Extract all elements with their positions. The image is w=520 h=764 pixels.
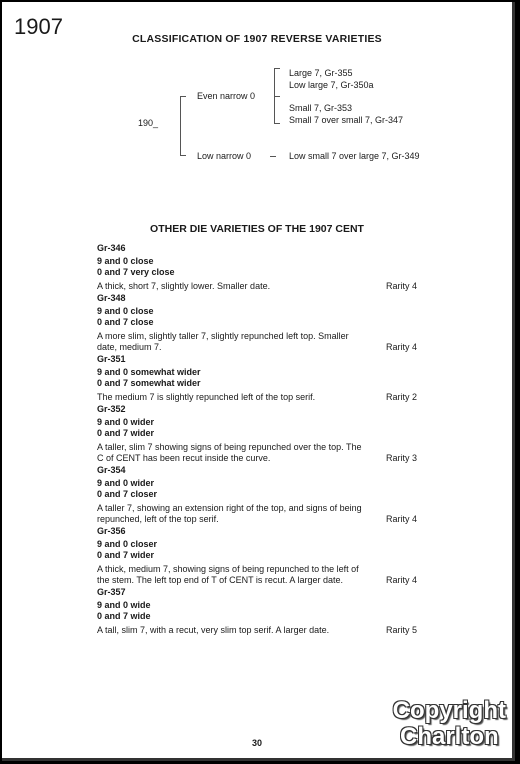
entry-id: Gr-352 [97, 404, 126, 414]
entry-id: Gr-346 [97, 243, 126, 253]
root-bracket-vertical [180, 96, 181, 156]
tree-root: 190_ [138, 118, 159, 128]
entry-description: The medium 7 is slightly repunched left of the top serif. [97, 392, 316, 402]
classification-tree [2, 2, 512, 202]
even-bracket-bottom [274, 123, 280, 124]
entry [97, 465, 417, 525]
watermark-line-2: Charlton [400, 723, 499, 750]
entry [97, 243, 417, 292]
catalog-page [2, 2, 515, 761]
entry [97, 404, 417, 464]
low-narrow-dash [270, 156, 276, 157]
leaf-3: Small 7, Gr-353 [289, 103, 353, 113]
entry [97, 526, 417, 586]
entry-description: A more slim, slightly taller 7, slightly repunched left top. Smaller date, medium 7. [97, 331, 349, 352]
entry-id: Gr-348 [97, 293, 126, 303]
entry-description: A thick, short 7, slightly lower. Smaller date. [97, 281, 271, 291]
entry-rarity: Rarity 4 [385, 281, 417, 291]
entry-rarity: Rarity 4 [385, 575, 417, 585]
leaf-4: Small 7 over small 7, Gr-347 [289, 115, 404, 125]
entry-variety-1: 9 and 0 closer [97, 539, 158, 549]
entry-variety-1: 9 and 0 wider [97, 478, 155, 488]
root-bracket-bottom [180, 155, 186, 156]
entry-rarity: Rarity 4 [385, 342, 417, 352]
entry-variety-2: 0 and 7 wide [97, 611, 151, 621]
page-number: 30 [251, 738, 262, 748]
entries-list [97, 242, 417, 637]
entry-variety-2: 0 and 7 wider [97, 428, 155, 438]
entry-id: Gr-356 [97, 526, 126, 536]
page-year: 1907 [14, 14, 63, 39]
entry-variety-1: 9 and 0 wider [97, 417, 155, 427]
watermark-line-1: Copyright [392, 697, 506, 724]
leaf-1: Large 7, Gr-355 [289, 68, 353, 78]
entry [97, 293, 417, 353]
entry [97, 354, 417, 403]
classification-heading: CLASSIFICATION OF 1907 REVERSE VARIETIES [132, 33, 382, 45]
entry-id: Gr-357 [97, 587, 126, 597]
entry-variety-2: 0 and 7 somewhat wider [97, 378, 201, 388]
entry [97, 587, 417, 636]
leaf-5: Low small 7 over large 7, Gr-349 [289, 151, 420, 161]
entry-description: A taller, slim 7 showing signs of being repunched over the top. The C of CENT has been recut inside the curve. [97, 442, 362, 463]
entry-rarity: Rarity 2 [385, 392, 417, 402]
entry-id: Gr-351 [97, 354, 126, 364]
entry-rarity: Rarity 4 [385, 514, 417, 524]
entry-rarity: Rarity 3 [385, 453, 417, 463]
entry-variety-1: 9 and 0 close [97, 306, 154, 316]
entry-description: A tall, slim 7, with a recut, very slim top serif. A larger date. [97, 625, 330, 635]
entry-id: Gr-354 [97, 465, 126, 475]
entry-variety-1: 9 and 0 close [97, 256, 154, 266]
entry-variety-1: 9 and 0 somewhat wider [97, 367, 201, 377]
entry-rarity: Rarity 5 [385, 625, 417, 635]
entry-description: A thick, medium 7, showing signs of being repunched to the left of the stem. The left top end of T of CENT is recut. A larger date. [97, 564, 359, 585]
even-bracket-mid [274, 96, 280, 97]
branch-even-narrow: Even narrow 0 [197, 91, 256, 101]
entry-variety-2: 0 and 7 wider [97, 550, 155, 560]
root-bracket-top [180, 96, 186, 97]
leaf-2: Low large 7, Gr-350a [289, 80, 374, 90]
entry-variety-2: 0 and 7 close [97, 317, 154, 327]
entry-variety-2: 0 and 7 very close [97, 267, 175, 277]
die-varieties-heading: OTHER DIE VARIETIES OF THE 1907 CENT [150, 223, 364, 235]
entry-description: A taller 7, showing an extension right of the top, and signs of being repunched, left of the top serif. [97, 503, 362, 524]
copyright-watermark [393, 698, 506, 750]
entry-variety-2: 0 and 7 closer [97, 489, 158, 499]
entry-variety-1: 9 and 0 wide [97, 600, 151, 610]
even-bracket-top [274, 68, 280, 69]
branch-low-narrow: Low narrow 0 [197, 151, 252, 161]
